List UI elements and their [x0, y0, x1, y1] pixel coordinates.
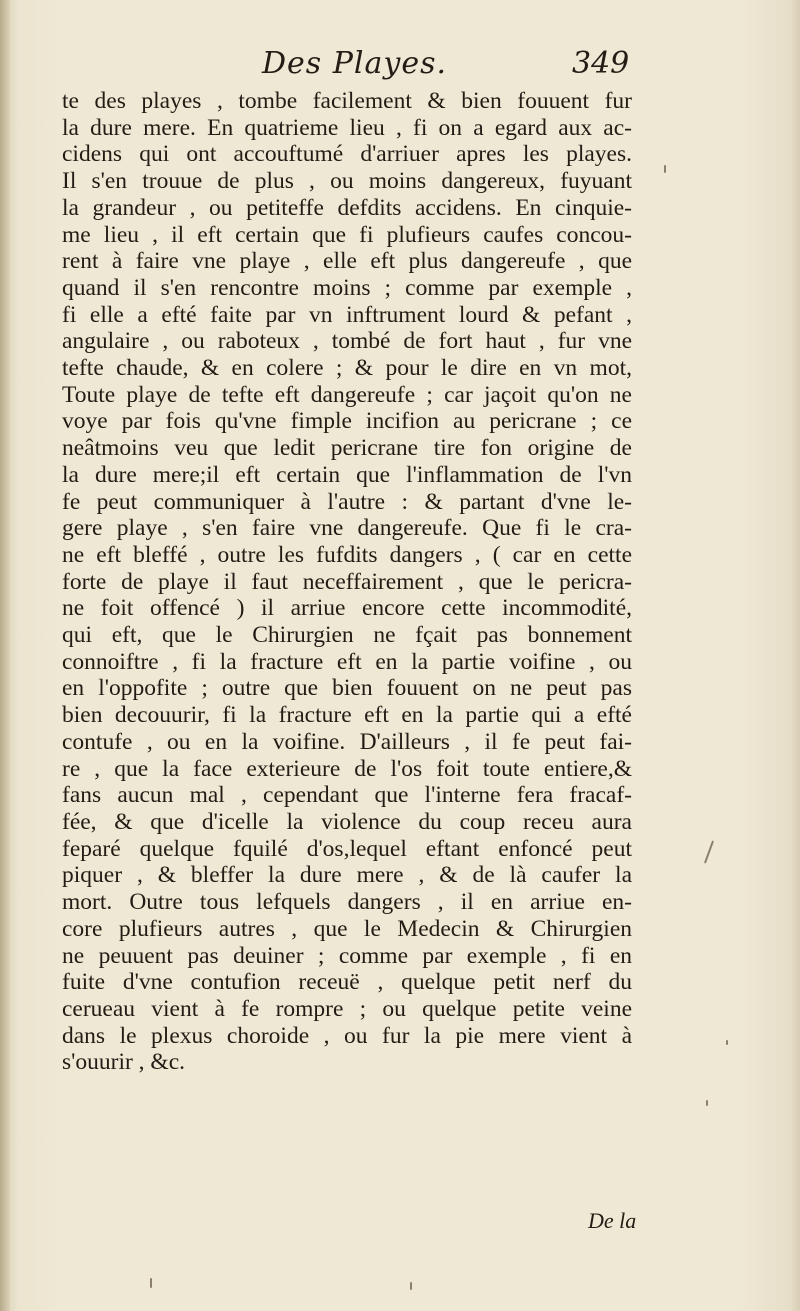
text-line: en l'oppofite ; outre que bien fouuent on ne peut pas: [62, 675, 632, 702]
text-line: dans le plexus choroide , ou fur la pie mere vient à: [62, 1022, 632, 1049]
text-line: fuite d'vne contufion receuë , quelque petit nerf du: [62, 969, 632, 996]
text-line: fée, & que d'icelle la violence du coup receu aura: [62, 808, 632, 835]
text-line: ne peuuent pas deuiner ; comme par exemple , fi en: [62, 942, 632, 969]
text-line: piquer , & bleffer la dure mere , & de là caufer la: [62, 862, 632, 889]
running-head: Des Playes.: [262, 46, 448, 81]
text-line: tefte chaude, & en colere ; & pour le dire en vn mot,: [62, 355, 632, 382]
text-line: fe peut communiquer à l'autre : & partant d'vne le-: [62, 488, 632, 515]
text-line: re , que la face exterieure de l'os foit toute entiere,&: [62, 755, 632, 782]
text-line: core plufieurs autres , que le Medecin & Chirurgien: [62, 915, 632, 942]
text-line: la grandeur , ou petiteffe defdits accidens. En cinquie-: [62, 194, 632, 221]
text-line: s'ouurir , &c.: [62, 1049, 186, 1076]
text-line: me lieu , il eft certain que fi plufieurs caufes concou-: [62, 221, 632, 248]
text-line: gere playe , s'en faire vne dangereufe. Que fi le cra-: [62, 515, 632, 542]
catchword: De la: [588, 1208, 637, 1233]
text-line: bien decouurir, fi la fracture eft en la partie qui a efté: [62, 702, 632, 729]
text-line: cidens qui ont accouftumé d'arriuer apres les playes.: [62, 141, 632, 168]
text-line: Il s'en trouue de plus , ou moins dangereux, fuyuant: [62, 168, 632, 195]
text-line: neâtmoins veu que ledit pericrane tire fon origine de: [62, 435, 632, 462]
text-line: ne eft bleffé , outre les fufdits dangers , ( car en cette: [62, 541, 632, 568]
page-binding-edge: [0, 0, 10, 1311]
text-line: fans aucun mal , cependant que l'interne fera fracaf-: [62, 782, 632, 809]
text-line: la dure mere;il eft certain que l'inflammation de l'vn: [62, 461, 632, 488]
text-line: quand il s'en rencontre moins ; comme par exemple ,: [62, 274, 632, 301]
text-line: connoiftre , fi la fracture eft en la partie voifine , ou: [62, 648, 632, 675]
text-line: contufe , ou en la voifine. D'ailleurs , il fe peut fai-: [62, 728, 632, 755]
page-number: 349: [572, 46, 630, 81]
text-line: forte de playe il faut neceffairement , que le pericra-: [62, 568, 632, 595]
text-line: cerueau vient à fe rompre ; ou quelque petite veine: [62, 995, 632, 1022]
body-text: [62, 88, 632, 1076]
page-header: [62, 44, 662, 90]
text-line: rent à faire vne playe , elle eft plus dangereufe , que: [62, 248, 632, 275]
text-line: qui eft, que le Chirurgien ne fçait pas bonnement: [62, 622, 632, 649]
text-line: ne foit offencé ) il arriue encore cette incommodité,: [62, 595, 632, 622]
text-line: te des playes , tombe facilement & bien fouuent fur: [62, 88, 632, 114]
text-line: voye par fois qu'vne fimple incifion au pericrane ; ce: [62, 408, 632, 435]
text-line: la dure mere. En quatrieme lieu , fi on a egard aux ac-: [62, 114, 632, 141]
text-line: Toute playe de tefte eft dangereufe ; car jaçoit qu'on ne: [62, 381, 632, 408]
text-line: fi elle a efté faite par vn inftrument lourd & pefant ,: [62, 301, 632, 328]
text-line: angulaire , ou raboteux , tombé de fort haut , fur vne: [62, 328, 632, 355]
text-line: feparé quelque fquilé d'os,lequel eftant enfoncé peut: [62, 835, 632, 862]
text-line: mort. Outre tous lefquels dangers , il en arriue en-: [62, 889, 632, 916]
